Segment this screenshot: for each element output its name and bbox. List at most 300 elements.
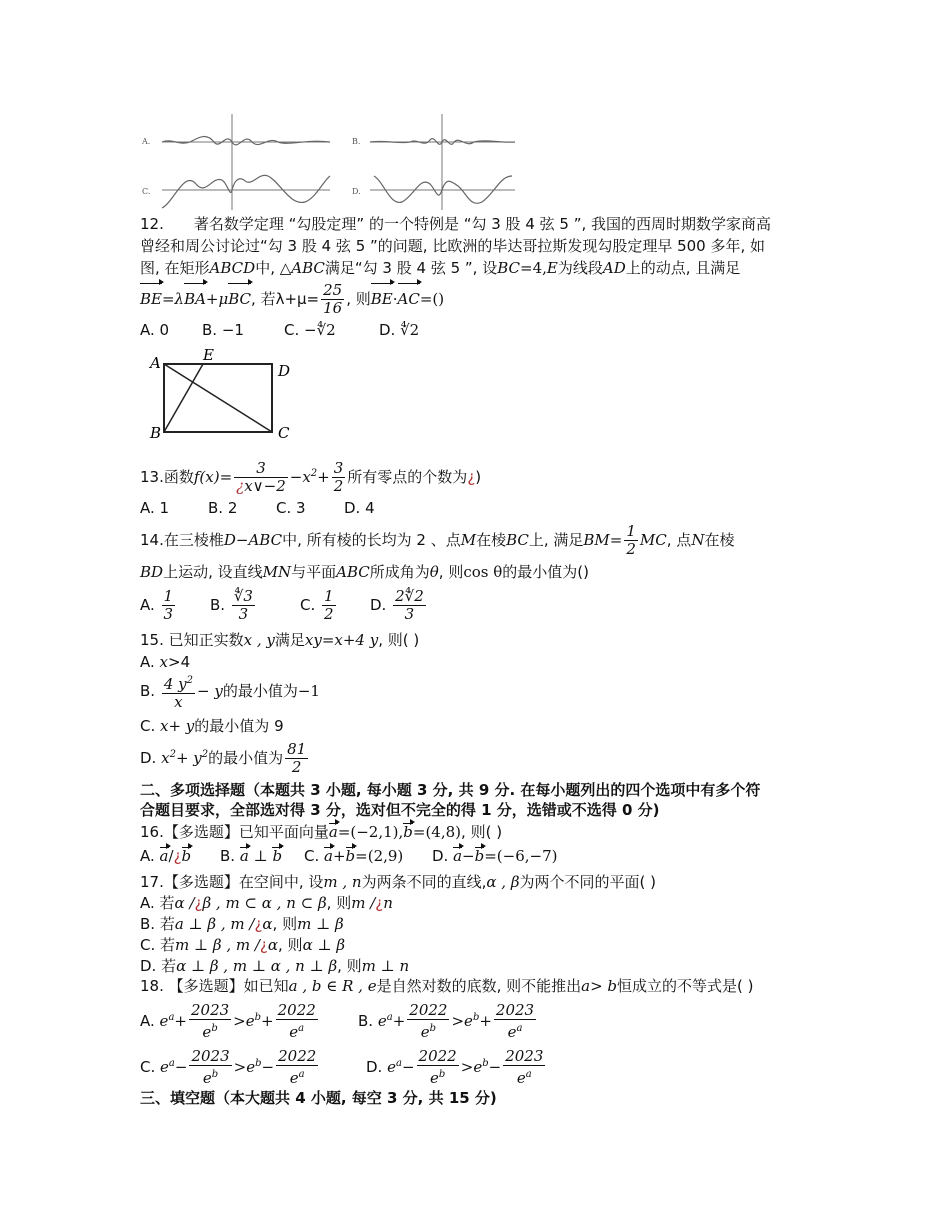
q18-pre: 18. 【多选题】如已知 <box>140 977 289 995</box>
q18-a-frac2-sup: a <box>298 1023 305 1034</box>
q18-a-frac1-den <box>189 1020 231 1041</box>
q18-d-op2: − <box>488 1058 502 1076</box>
q14-option-a[interactable] <box>140 584 210 626</box>
q17-line <box>140 872 656 892</box>
q18-a-frac1-sup: b <box>211 1023 218 1034</box>
q15-c-expr: x+ y <box>160 717 195 735</box>
q12-text-3f: 上的动点, 且满足 <box>625 259 741 277</box>
q18-d-frac2-sup: a <box>525 1069 532 1080</box>
q17-c-m1: m ⊥ β , m / <box>175 936 260 954</box>
q12-option-c-value: ∜2 <box>316 321 336 339</box>
q18-c-frac1-sup: b <box>211 1069 219 1080</box>
q18-c-frac1-e: e <box>202 1069 212 1087</box>
q18-c-sup1: a <box>168 1058 175 1069</box>
q14-b-frac <box>232 588 255 623</box>
q18-ab2: a> b <box>581 977 618 995</box>
vector-bc: BC <box>228 282 251 316</box>
q16-b-vec-a: a <box>239 847 249 865</box>
q12-frac-num: 25 <box>323 281 343 299</box>
q14-t2: 在棱 <box>476 531 507 549</box>
q17-pre: 17.【多选题】在空间中, 设 <box>140 873 324 891</box>
q17-b-m1: a ⊥ β , m / <box>174 915 255 933</box>
q13-mark: ¿ <box>467 468 476 486</box>
q12-text-2: 曾经和周公讨论过“勾 3 股 4 弦 5 ”的问题, 比欧洲的毕达哥拉斯发现勾股定理早 500 多年, 如 <box>140 237 766 255</box>
q14-t1: 中, 所有棱的长均为 2 、点 <box>282 531 461 549</box>
q18-d-gt: > <box>460 1058 474 1076</box>
q17-d-pre: D. 若 <box>140 957 177 975</box>
q12-frac-den: 16 <box>323 299 343 317</box>
q15-d-num: 81 <box>287 740 307 758</box>
q12-dot: · <box>392 290 398 308</box>
q12-option-d-label: D. <box>379 321 401 339</box>
q17-t2: 为两个不同的平面( ) <box>519 873 656 891</box>
q15-d-frac <box>285 741 308 776</box>
section-2-heading <box>140 780 760 800</box>
q18-d-frac1-num: 2022 <box>418 1047 457 1065</box>
q17-option-c[interactable] <box>140 935 345 955</box>
q16-b-op: ⊥ <box>253 847 268 865</box>
q18-row-cd <box>140 1042 547 1089</box>
q17-b-m3: m ⊥ β <box>297 915 344 933</box>
q13-post: 所有零点的个数为 <box>347 468 468 486</box>
q12-then: , 则 <box>346 290 371 308</box>
q14-t6: 上运动, 设直线 <box>163 563 263 581</box>
q14-option-b[interactable] <box>210 584 300 626</box>
q12-bc: BC <box>497 259 520 277</box>
q17-option-d[interactable] <box>140 956 409 976</box>
q12-fraction <box>321 282 344 317</box>
q15-b-minus-y: − y <box>197 682 223 700</box>
q14-n: N <box>691 531 705 549</box>
q15-pre: 15. 已知正实数 <box>140 631 244 649</box>
q16-a-op: / <box>168 847 174 865</box>
q16-line <box>140 822 502 842</box>
q12-option-d-value: ∜2 <box>400 321 420 339</box>
q13-close: ) <box>475 468 482 486</box>
q14-option-d[interactable] <box>370 584 428 626</box>
q18-a-sup1: a <box>168 1012 175 1023</box>
q14-t10: 的最小值为() <box>502 563 589 581</box>
q16-c-vec-b: b <box>345 847 356 865</box>
q16-c-op: + <box>332 847 346 865</box>
q17-c-then: , 则 <box>278 936 303 954</box>
q18-b-frac2-sup: a <box>516 1023 523 1034</box>
q15-b-label: B. <box>140 682 160 700</box>
q18-b-gt: > <box>451 1012 465 1030</box>
q18-b-e1: e <box>377 1012 387 1030</box>
q18-b-frac1-sup: b <box>429 1023 437 1034</box>
q13-frac1-num: 3 <box>234 460 288 478</box>
q13-frac2 <box>332 460 346 495</box>
q15-d-den: 2 <box>291 758 302 776</box>
q12-text-3a: 图, 在矩形 <box>140 259 210 277</box>
q18-t1: 是自然对数的底数, 则不能推出 <box>376 977 582 995</box>
q17-a-m3: m / <box>351 894 376 912</box>
q13-frac1-mark: ¿ <box>236 477 245 495</box>
q15-b-frac <box>162 672 195 711</box>
q14-t7: 与平面 <box>291 563 337 581</box>
graph-d-label: D. <box>352 187 361 196</box>
q12-number: 12. <box>140 215 164 233</box>
q18-b-frac2-num: 2023 <box>495 1001 535 1019</box>
graph-options-figure <box>140 110 520 210</box>
q12-text-3b: 中, △ <box>255 259 292 277</box>
q17-a-mark: ¿ <box>194 894 203 912</box>
q14-d-frac <box>393 588 426 623</box>
q18-c-op1: − <box>174 1058 188 1076</box>
q18-d-frac2 <box>503 1048 545 1087</box>
q18-a-frac2-e: e <box>289 1023 299 1041</box>
q15-option-d[interactable]: D. $x^2+ y^2$的最小值为 $\frac{81}{2}$ <box>140 740 307 776</box>
q18-a-e1: e <box>159 1012 169 1030</box>
q12-options <box>140 320 419 340</box>
q13-plus: + <box>317 468 330 486</box>
section-3-line: 三、填空题（本大题共 4 小题, 每空 3 分, 共 15 分) <box>140 1089 497 1107</box>
vector-be-2: BE <box>371 282 393 316</box>
q18-b-label: B. <box>358 1012 374 1030</box>
q18-c-e1: e <box>160 1058 169 1076</box>
q13-fx: (x)= <box>199 468 233 486</box>
q12-abcd: ABCD <box>209 259 256 277</box>
q15-b-den: x <box>174 693 183 711</box>
q14-d-label: D. <box>370 596 387 614</box>
q12-eq-lambda: =λ <box>161 290 185 308</box>
q12-text-1: 著名数学定理 “勾股定理” 的一个特例是 “勾 3 股 4 弦 5 ”, 我国的西周时期数学家商高 <box>193 215 772 233</box>
q14-a-den: 3 <box>163 605 174 623</box>
q15-option-c[interactable] <box>140 716 284 736</box>
q14-t3: 上, 满足 <box>528 531 584 549</box>
vector-be: BE <box>140 282 162 316</box>
q18-row-ab <box>140 996 538 1043</box>
q16-options <box>140 846 558 866</box>
q17-b-m2: α <box>262 915 273 933</box>
q17-option-a[interactable] <box>140 893 393 913</box>
q17-a-then: , 则 <box>326 894 352 912</box>
q18-d-frac2-den <box>503 1066 545 1087</box>
q18-c-label: C. <box>140 1058 156 1076</box>
q13-option-a[interactable]: A. 1 <box>140 499 170 517</box>
q18-b-frac2-den <box>494 1020 536 1041</box>
q12-text-3d: =4, <box>520 259 547 277</box>
q14-option-c[interactable] <box>300 584 370 626</box>
q17-a-mark2: ¿ <box>375 894 384 912</box>
q14-mc: MC <box>639 531 667 549</box>
q14-d-num: 2∜2 <box>395 587 424 605</box>
q18-a-frac2-den <box>276 1020 318 1041</box>
q18-d-frac2-num: 2023 <box>505 1047 544 1065</box>
q12-abc: ABC <box>291 259 325 277</box>
q15-t2: , 则( ) <box>378 631 420 649</box>
q15-d-plus-y: + y <box>175 749 202 767</box>
section-3-heading <box>140 1088 497 1108</box>
q18-t2: 恒成立的不等式是( ) <box>617 977 754 995</box>
q16-option-d[interactable] <box>432 846 558 866</box>
q18-c-frac2 <box>276 1048 318 1087</box>
q18-option-c[interactable] <box>140 1042 366 1089</box>
q16-b-value: =(4,8) <box>412 823 462 841</box>
q14-eq: = <box>609 531 623 549</box>
q18-option-d[interactable] <box>366 1042 547 1089</box>
figure-label-a: A <box>150 354 161 372</box>
q18-b-frac1-num: 2022 <box>409 1001 448 1019</box>
q12-condition <box>140 282 444 317</box>
q18-option-b[interactable] <box>358 996 538 1043</box>
q18-a-label: A. <box>140 1012 155 1030</box>
q18-b-frac1-den <box>407 1020 449 1041</box>
q12-line2 <box>140 236 765 256</box>
graph-c-label: C. <box>142 187 151 196</box>
q12-e: E <box>546 259 558 277</box>
q14-pre: 14.在三棱椎 <box>140 531 224 549</box>
q18-d-sup1: a <box>396 1058 402 1069</box>
q17-d-m3: m ⊥ n <box>361 957 410 975</box>
q14-cos: cos θ <box>463 563 503 581</box>
q18-a-gt: > <box>233 1012 246 1030</box>
q14-frac <box>624 523 638 558</box>
q18-b-op2: + <box>479 1012 492 1030</box>
q15-xy: x , y <box>243 631 275 649</box>
q14-t4: , 点 <box>666 531 692 549</box>
q18-d-frac1-e: e <box>429 1069 439 1087</box>
q16-pre: 16.【多选题】已知平面向量 <box>140 823 329 841</box>
q14-options <box>140 584 428 626</box>
q13-options <box>140 498 375 518</box>
q18-c-gt: > <box>233 1058 247 1076</box>
q18-a-frac2-num: 2022 <box>277 1001 316 1019</box>
q15-b-text: 的最小值为 <box>222 682 298 700</box>
q13-option-d[interactable]: D. 4 <box>344 499 375 517</box>
q17-b-pre: B. 若 <box>140 915 175 933</box>
q16-c-label: C. <box>304 847 325 865</box>
q17-ab: α , β <box>486 873 520 891</box>
q15-b-num: 4 $y^2$ <box>162 672 195 694</box>
q18-c-frac2-den <box>276 1066 318 1087</box>
figure-label-e: E <box>203 346 214 364</box>
q17-b-mark: ¿ <box>254 915 263 933</box>
section-2-heading-2 <box>140 800 660 820</box>
q16-b-label: B. <box>220 847 240 865</box>
q17-t1: 为两条不同的直线, <box>361 873 487 891</box>
q16-option-c[interactable] <box>304 846 432 866</box>
q15-c-label: C. <box>140 717 161 735</box>
q17-c-mark: ¿ <box>259 936 268 954</box>
q16-d-label: D. <box>432 847 454 865</box>
section-2-line1: 二、多项选择题（本题共 3 小题, 每小题 3 分, 共 9 分. 在每小题列出的四个选项中有多个符 <box>140 781 761 799</box>
q14-bd: BD <box>140 563 164 581</box>
figure-label-b: B <box>150 424 162 442</box>
q13-frac1 <box>234 460 288 495</box>
q17-a-m2: β , m ⊂ α , n ⊂ β <box>202 894 327 912</box>
figure-label-d: D <box>278 362 291 380</box>
q12-plus-mu: +μ <box>205 290 229 308</box>
q16-a-value: =(−2,1), <box>337 823 404 841</box>
q17-option-b[interactable] <box>140 914 344 934</box>
figure-label-c: C <box>278 424 290 442</box>
q13-square: 2 <box>310 468 318 479</box>
q16-a-label: A. <box>140 847 160 865</box>
q17-c-m2: α <box>267 936 279 954</box>
graph-b-label: B. <box>352 137 361 146</box>
q16-b-vec-b: b <box>272 847 283 865</box>
rectangle-abcd-figure <box>148 346 308 446</box>
q15-d-text: 的最小值为 <box>208 749 284 767</box>
q15-d-x: x <box>161 749 170 767</box>
q17-a-m4: n <box>383 894 393 912</box>
section-2-line2: 合题目要求，全部选对得 3 分，选对但不完全的得 1 分，选错或不选得 0 分) <box>140 801 660 819</box>
q18-d-frac1-den <box>417 1066 459 1087</box>
q18-d-op1: − <box>401 1058 415 1076</box>
q13-minus-x: −x <box>289 468 311 486</box>
q16-d-vec-b: b <box>474 847 485 865</box>
q16-c-value: =(2,9) <box>355 847 404 865</box>
q16-vec-b: b <box>403 823 413 841</box>
q13-frac2-num: 3 <box>333 459 344 477</box>
graph-option-c <box>142 166 330 210</box>
q12-line3 <box>140 258 740 278</box>
q14-c-den: 2 <box>324 605 334 623</box>
q18-b-op1: + <box>392 1012 406 1030</box>
q17-d-m1: α ⊥ β , m ⊥ α , n ⊥ β <box>176 957 338 975</box>
q18-a-op2: + <box>261 1012 274 1030</box>
q14-c-label: C. <box>300 596 316 614</box>
q14-t8: 所成角为 <box>369 563 430 581</box>
q16-post: , 则( ) <box>461 823 503 841</box>
q18-line <box>140 976 754 996</box>
q14-abc: ABC <box>336 563 370 581</box>
q17-a-m1: α / <box>174 894 195 912</box>
q18-b-sup1: a <box>386 1012 393 1023</box>
q14-bc: BC <box>506 531 529 549</box>
q18-d-e2: e <box>473 1058 483 1076</box>
q18-b-e2: e <box>464 1012 473 1030</box>
q18-d-label: D. <box>366 1058 383 1076</box>
q14-b-num: ∜3 <box>233 587 253 605</box>
q13-option-c[interactable]: C. 3 <box>276 499 306 517</box>
q15-line <box>140 630 419 650</box>
q16-a-vec-a: a <box>159 847 169 865</box>
q14-mn: MN <box>262 563 292 581</box>
q16-d-vec-a: a <box>453 847 463 865</box>
q15-t1: 满足 <box>274 631 305 649</box>
q12-option-c-label: C. − <box>284 321 317 339</box>
q16-option-a[interactable] <box>140 846 220 866</box>
q15-option-b[interactable] <box>140 670 320 712</box>
q14-d-den: 3 <box>404 605 415 623</box>
q13-line <box>140 454 481 497</box>
q13-frac1-den-text: x∨−2 <box>244 477 286 495</box>
q15-d-label: D. <box>140 749 162 767</box>
q12-option-b[interactable]: B. −1 <box>202 321 244 339</box>
q14-line2 <box>140 562 589 582</box>
q14-m: M <box>460 531 477 549</box>
q18-d-e1: e <box>387 1058 396 1076</box>
q16-d-op: − <box>462 847 475 865</box>
q18-b-frac2-e: e <box>507 1023 517 1041</box>
q15-a-label: A. <box>140 653 160 671</box>
q15-a-x: x <box>159 653 169 671</box>
q18-c-frac2-sup: a <box>298 1069 305 1080</box>
q14-a-num: 1 <box>163 587 174 605</box>
q18-a-sup2: b <box>254 1012 262 1023</box>
q17-c-pre: C. 若 <box>140 936 176 954</box>
q18-b-frac1-e: e <box>420 1023 430 1041</box>
q18-c-frac2-e: e <box>289 1069 299 1087</box>
q15-a-text: >4 <box>168 653 191 671</box>
q18-option-a[interactable] <box>140 996 358 1043</box>
q18-a-op1: + <box>174 1012 187 1030</box>
q14-frac-den: 2 <box>626 540 636 558</box>
q12-if: , 若λ+μ= <box>251 290 320 308</box>
q18-a-frac1-e: e <box>202 1023 212 1041</box>
q14-a-frac <box>162 588 176 623</box>
q18-c-op2: − <box>261 1058 275 1076</box>
q15-option-a[interactable] <box>140 652 190 672</box>
q15-b-num-text: 4 y <box>163 675 187 693</box>
graph-option-b <box>352 114 515 170</box>
q16-a-mark: ¿ <box>173 847 182 865</box>
q18-b-frac1 <box>407 1002 449 1041</box>
q15-eq: xy=x+4 y <box>304 631 379 649</box>
q17-mn: m , n <box>323 873 362 891</box>
q18-a-frac1 <box>189 1002 231 1041</box>
q18-c-sup2: b <box>255 1058 262 1069</box>
q12-option-d[interactable] <box>379 320 419 340</box>
q14-frac-num: 1 <box>626 522 636 540</box>
q14-c-frac <box>322 588 336 623</box>
q12-line1 <box>140 214 771 234</box>
q17-d-then: , 则 <box>337 957 362 975</box>
q13-pre: 13.函数 <box>140 468 194 486</box>
q16-option-b[interactable] <box>220 846 304 866</box>
q14-t5: 在棱 <box>704 531 735 549</box>
graph-option-a <box>141 114 330 170</box>
q16-c-vec-a: a <box>324 847 333 865</box>
q17-b-then: , 则 <box>272 915 298 933</box>
q13-frac2-den: 2 <box>333 477 344 495</box>
q14-a-label: A. <box>140 596 155 614</box>
q13-option-b[interactable]: B. 2 <box>208 499 238 517</box>
q18-c-frac1-den <box>189 1066 231 1087</box>
q18-a-e2: e <box>245 1012 255 1030</box>
q18-a-frac1-num: 2023 <box>190 1001 230 1019</box>
q12-option-a[interactable]: A. 0 <box>140 321 170 339</box>
q18-d-frac1 <box>417 1048 459 1087</box>
vector-ba: BA <box>184 282 206 316</box>
q17-c-m3: α ⊥ β <box>302 936 346 954</box>
q18-c-e2: e <box>246 1058 256 1076</box>
q12-ad: AD <box>602 259 626 277</box>
q12-dot-eq: =() <box>419 290 445 308</box>
q14-b-den: 3 <box>238 605 249 623</box>
q16-vec-a: a <box>328 823 338 841</box>
q18-c-frac1 <box>189 1048 231 1087</box>
q18-c-frac1-num: 2023 <box>191 1047 230 1065</box>
q14-line1 <box>140 520 734 560</box>
q14-bm: BM <box>583 531 610 549</box>
vector-ac: AC <box>398 282 420 316</box>
q18-a-frac2 <box>276 1002 318 1041</box>
q12-text-3c: 满足“勾 3 股 4 弦 5 ”, 设 <box>324 259 498 277</box>
q12-option-c[interactable] <box>284 320 379 340</box>
q14-t9: , 则 <box>438 563 464 581</box>
q16-a-vec-b: b <box>181 847 192 865</box>
q13-frac1-den <box>234 478 288 495</box>
q18-b-sup2: b <box>472 1012 480 1023</box>
q14-theta: θ <box>429 563 439 581</box>
q15-b-value: −1 <box>297 682 320 700</box>
q15-c-text: 的最小值为 9 <box>194 717 284 735</box>
q18-c-frac2-num: 2022 <box>278 1047 317 1065</box>
